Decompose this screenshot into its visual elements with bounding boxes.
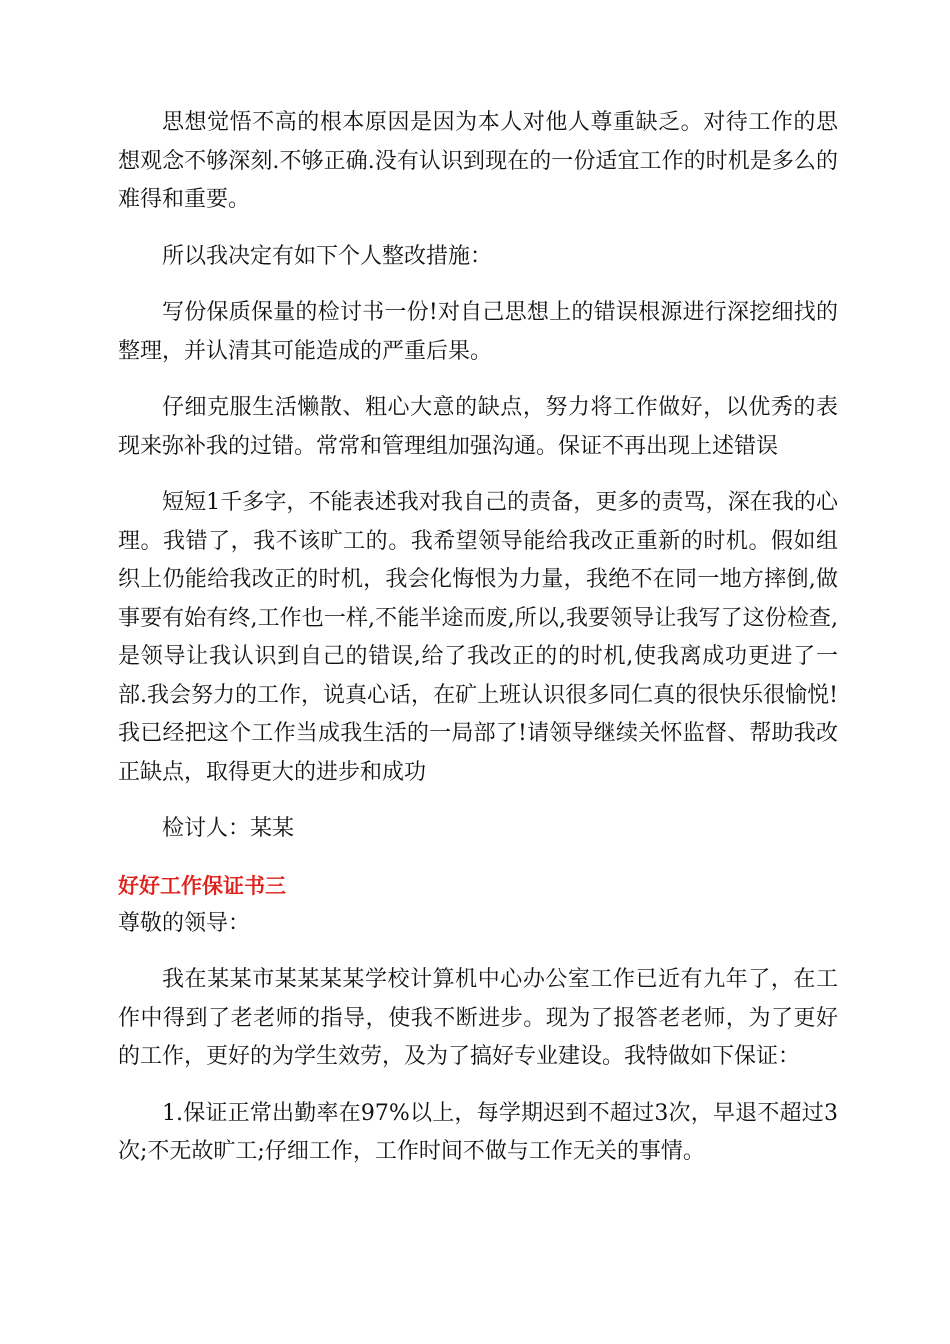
salutation: 尊敬的领导： [118, 910, 251, 936]
paragraph-measure-1: 写份保质保量的检讨书一份!对自己思想上的错误根源进行深挖细找的整理，并认清其可能造成的严重后果。 [118, 300, 838, 364]
document-page [118, 104, 838, 1172]
paragraph-reason: 思想觉悟不高的根本原因是因为本人对他人尊重缺乏。对待工作的思想观念不够深刻.不够正确.没有认识到现在的一份适宜工作的时机是多么的难得和重要。 [118, 110, 838, 212]
paragraph-intro: 我在某某市某某某某学校计算机中心办公室工作已近有九年了，在工作中得到了老老师的指导，使我不断进步。现为了报答老老师，为了更好的工作，更好的为学生效劳，及为了搞好专业建设。我特做如下保证： [118, 967, 838, 1069]
signature-line: 检讨人：某某 [162, 816, 295, 841]
paragraph-pledge-1: 1.保证正常出勤率在97%以上，每学期迟到不超过3次，早退不超过3次;不无故旷工;仔细工作，工作时间不做与工作无关的事情。 [118, 1100, 838, 1164]
section-heading: 好好工作保证书三 [118, 873, 286, 898]
paragraph-closing: 短短1千多字，不能表述我对我自己的责备，更多的责骂，深在我的心理。我错了，我不该旷工的。我希望领导能给我改正重新的时机。假如组织上仍能给我改正的时机，我会化悔恨为力量，我绝不在同一地方摔倒,做事要有始有终,工作也一样,不能半途而废,所以,我要领导让我写了这份检查,是领导让我认识到自己的错误,给了我改正的的时机,使我离成功更进了一部.我会努力的工作，说真心话，在矿上班认识很多同仁真的很快乐很愉悦!我已经把这个工作当成我生活的一局部了!请领导继续关怀监督、帮助我改正缺点，取得更大的进步和成功 [118, 490, 838, 785]
paragraph-measures-intro: 所以我决定有如下个人整改措施： [162, 243, 493, 269]
paragraph-measure-2: 仔细克服生活懒散、粗心大意的缺点，努力将工作做好，以优秀的表现来弥补我的过错。常常和管理组加强沟通。保证不再出现上述错误 [118, 395, 838, 459]
